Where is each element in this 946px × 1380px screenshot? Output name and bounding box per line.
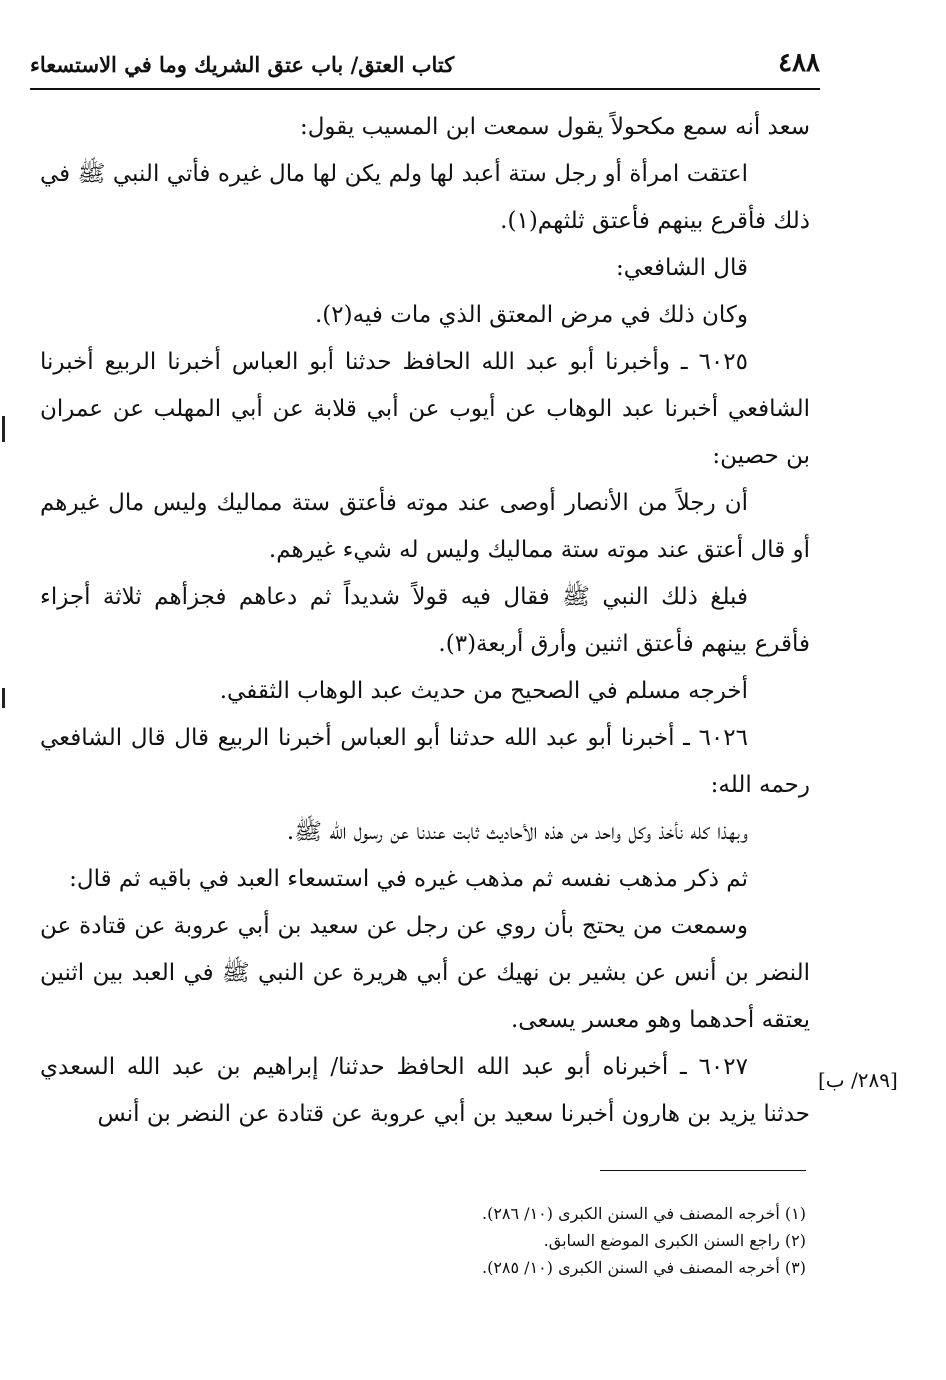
footnote: (١) أخرجه المصنف في السنن الكبرى (١٠/ ٢٨٦). (481, 1204, 806, 1223)
paragraph: فبلغ ذلك النبي ﷺ فقال فيه قولاً شديداً ثم دعاهم فجزأهم ثلاثة أجزاء فأقرع بينهم فأعتق اثنين وأرق أربعة(٣). (40, 584, 810, 657)
paragraph: وبهذا كله نأخذ وكل واحد من هذه الأحاديث ثابت عندنا عن رسول الله ﷺ. (286, 819, 748, 845)
body-text (40, 104, 810, 1138)
paragraph: أخرجه مسلم في الصحيح من حديث عبد الوهاب الثقفي. (219, 678, 748, 704)
hadith-paragraph: ٦٠٢٧ ـ أخبرناه أبو عبد الله الحافظ حدثنا/ إبراهيم بن عبد الله السعدي حدثنا يزيد بن هارون أخبرنا سعيد بن أبي عروبة عن قتادة عن النضر بن أنس (40, 1054, 810, 1127)
footnote: (٢) راجع السنن الكبرى الموضع السابق. (543, 1231, 806, 1250)
footnotes (380, 1200, 806, 1281)
manuscript-folio-reference: [٢٨٩/ ب] (818, 1068, 898, 1092)
paragraph: وكان ذلك في مرض المعتق الذي مات فيه(٢). (314, 302, 748, 328)
paragraph: قال الشافعي: (616, 255, 748, 281)
paragraph: سعد أنه سمع مكحولاً يقول سمعت ابن المسيب يقول: (299, 114, 810, 140)
paragraph: اعتقت امرأة أو رجل ستة أعبد لها ولم يكن لها مال غيره فأتي النبي ﷺ في ذلك فأقرع بينهم فأعتق ثلثهم(١). (40, 161, 810, 234)
running-title: كتاب العتق/ باب عتق الشريك وما في الاستسعاء (30, 52, 455, 77)
paragraph: أن رجلاً من الأنصار أوصى عند موته فأعتق ستة مماليك وليس مال غيرهم أو قال أعتق عند موته ستة مماليك وليس له شيء غيرهم. (40, 490, 810, 563)
paragraph: ثم ذكر مذهب نفسه ثم مذهب غيره في استسعاء العبد في باقيه ثم قال: (69, 866, 748, 892)
page-number: ٤٨٨ (778, 48, 820, 78)
scan-edge-mark (2, 688, 5, 708)
paragraph: وسمعت من يحتج بأن روي عن رجل عن سعيد بن أبي عروبة عن قتادة عن النضر بن أنس عن بشير بن نهيك عن أبي هريرة عن النبي ﷺ في العبد بين اثنين يعتقه أحدهما وهو معسر يسعى. (40, 913, 810, 1033)
hadith-paragraph: ٦٠٢٦ ـ أخبرنا أبو عبد الله حدثنا أبو العباس أخبرنا الربيع قال قال الشافعي رحمه الله: (40, 725, 810, 798)
page-header (30, 44, 820, 90)
footnote-separator (600, 1170, 806, 1171)
hadith-paragraph: ٦٠٢٥ ـ وأخبرنا أبو عبد الله الحافظ حدثنا أبو العباس أخبرنا الربيع أخبرنا الشافعي أخبرنا عبد الوهاب عن أيوب عن أبي قلابة عن أبي المهلب عن عمران بن حصين: (40, 349, 810, 469)
scan-edge-mark (2, 416, 5, 442)
footnote: (٣) أخرجه المصنف في السنن الكبرى (١٠/ ٢٨٥). (481, 1258, 806, 1277)
